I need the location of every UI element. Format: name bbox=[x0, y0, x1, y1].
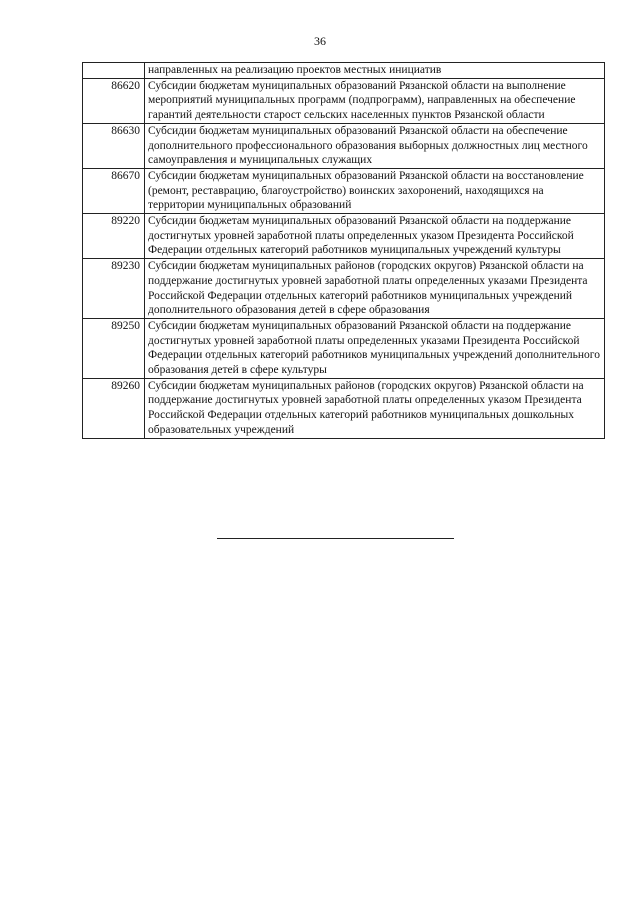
row-description: направленных на реализацию проектов местных инициатив bbox=[145, 63, 605, 79]
table-row bbox=[83, 168, 605, 213]
page-number: 36 bbox=[314, 34, 326, 48]
table-row bbox=[83, 123, 605, 168]
row-code: 86630 bbox=[83, 123, 145, 168]
row-code: 89250 bbox=[83, 318, 145, 378]
row-description: Субсидии бюджетам муниципальных образований Рязанской области на выполнение мероприятий муниципальных программ (подпрограмм), направленных на обеспечение гарантий деятельности старост сельских населенных пунктов Рязанской области bbox=[145, 78, 605, 123]
budget-code-table bbox=[82, 62, 605, 439]
row-description: Субсидии бюджетам муниципальных образований Рязанской области на поддержание достигнутых уровней заработной платы определенных указом Президента Российской Федерации отдельных категорий работников муниципальных учреждений культуры bbox=[145, 214, 605, 259]
row-code: 89230 bbox=[83, 259, 145, 319]
table-row bbox=[83, 78, 605, 123]
row-code: 89220 bbox=[83, 214, 145, 259]
row-description: Субсидии бюджетам муниципальных образований Рязанской области на поддержание достигнутых уровней заработной платы определенных указами Президента Российской Федерации отдельных категорий работников муниципальных учреждений дополнительного образования детей в сфере культуры bbox=[145, 318, 605, 378]
document-end-divider bbox=[217, 538, 454, 539]
row-code bbox=[83, 63, 145, 79]
table-row bbox=[83, 318, 605, 378]
table-row bbox=[83, 378, 605, 438]
table-row bbox=[83, 214, 605, 259]
row-description: Субсидии бюджетам муниципальных районов (городских округов) Рязанской области на поддержание достигнутых уровней заработной платы определенных указом Президента Российской Федерации отдельных категорий работников муниципальных дошкольных образовательных учреждений bbox=[145, 378, 605, 438]
row-description: Субсидии бюджетам муниципальных образований Рязанской области на обеспечение дополнительного профессионального образования выборных должностных лиц местного самоуправления и муниципальных служащих bbox=[145, 123, 605, 168]
row-code: 86620 bbox=[83, 78, 145, 123]
row-description: Субсидии бюджетам муниципальных образований Рязанской области на восстановление (ремонт, реставрацию, благоустройство) воинских захоронений, находящихся на территории муниципальных образований bbox=[145, 168, 605, 213]
row-code: 86670 bbox=[83, 168, 145, 213]
table-row bbox=[83, 63, 605, 79]
row-code: 89260 bbox=[83, 378, 145, 438]
row-description: Субсидии бюджетам муниципальных районов (городских округов) Рязанской области на поддержание достигнутых уровней заработной платы определенных указами Президента Российской Федерации отдельных категорий работников муниципальных учреждений дополнительного образования детей в сфере образования bbox=[145, 259, 605, 319]
table-row bbox=[83, 259, 605, 319]
